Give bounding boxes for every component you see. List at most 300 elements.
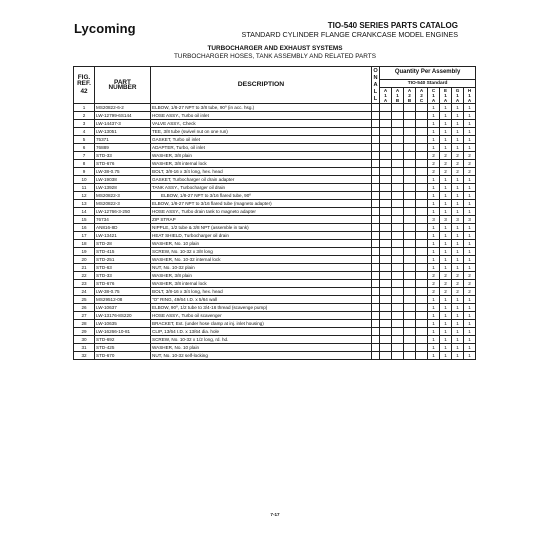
quantity-cell: 1 bbox=[464, 344, 476, 352]
description-cell: SCREW, No. 10-32 x 1/2 long, rd. hd. bbox=[151, 336, 372, 344]
option-cell bbox=[372, 232, 380, 240]
quantity-cell: 1 bbox=[464, 112, 476, 120]
quantity-cell bbox=[416, 240, 428, 248]
quantity-cell bbox=[404, 312, 416, 320]
quantity-cell bbox=[380, 232, 392, 240]
quantity-cell bbox=[404, 320, 416, 328]
description-cell: BOLT, 3/8-16 x 3/4 long, hex. head bbox=[151, 288, 372, 296]
quantity-cell bbox=[392, 200, 404, 208]
quantity-cell: 1 bbox=[452, 176, 464, 184]
table-row bbox=[74, 312, 476, 320]
quantity-cell bbox=[416, 152, 428, 160]
quantity-cell bbox=[392, 352, 404, 360]
description-cell: BOLT, 3/8-16 x 3/4 long, hex. head bbox=[151, 168, 372, 176]
model-letter: A bbox=[431, 98, 436, 103]
quantity-cell bbox=[416, 272, 428, 280]
quantity-cell: 1 bbox=[440, 320, 452, 328]
quantity-cell bbox=[380, 160, 392, 168]
quantity-cell bbox=[380, 256, 392, 264]
quantity-cell bbox=[380, 224, 392, 232]
model-letter: B bbox=[407, 98, 412, 103]
quantity-cell: 2 bbox=[428, 288, 440, 296]
quantity-cell: 1 bbox=[428, 184, 440, 192]
model-letter: E bbox=[443, 88, 448, 93]
quantity-cell bbox=[404, 104, 416, 112]
table-row bbox=[74, 328, 476, 336]
description-cell: WASHER, 3/8 internal lock bbox=[151, 160, 372, 168]
quantity-cell bbox=[380, 168, 392, 176]
quantity-cell bbox=[380, 296, 392, 304]
quantity-cell bbox=[404, 240, 416, 248]
quantity-cell: 1 bbox=[428, 328, 440, 336]
quantity-cell: 1 bbox=[440, 144, 452, 152]
quantity-cell bbox=[404, 168, 416, 176]
part-number-cell: LW-13051 bbox=[95, 128, 151, 136]
quantity-cell: 2 bbox=[464, 280, 476, 288]
option-column-header bbox=[372, 67, 380, 104]
quantity-cell bbox=[404, 344, 416, 352]
quantity-cell bbox=[380, 208, 392, 216]
quantity-cell bbox=[416, 128, 428, 136]
table-row bbox=[74, 104, 476, 112]
table-row bbox=[74, 264, 476, 272]
quantity-cell bbox=[392, 216, 404, 224]
catalog-title: TIO-540 SERIES PARTS CATALOG bbox=[327, 21, 458, 30]
model-letter: B bbox=[395, 98, 400, 103]
quantity-cell bbox=[392, 264, 404, 272]
option-cell bbox=[372, 256, 380, 264]
quantity-cell bbox=[380, 176, 392, 184]
quantity-cell bbox=[392, 304, 404, 312]
quantity-cell bbox=[416, 304, 428, 312]
quantity-cell: 1 bbox=[452, 120, 464, 128]
quantity-cell bbox=[380, 216, 392, 224]
quantity-cell bbox=[416, 208, 428, 216]
quantity-cell: 1 bbox=[440, 248, 452, 256]
model-column-header bbox=[464, 88, 476, 104]
table-row bbox=[74, 136, 476, 144]
model-letter: 1 bbox=[396, 93, 399, 98]
table-row bbox=[74, 240, 476, 248]
description-cell: WASHER, No. 10-32 internal lock bbox=[151, 256, 372, 264]
quantity-cell: 1 bbox=[464, 312, 476, 320]
table-row bbox=[74, 144, 476, 152]
fig-ref-cell: 24 bbox=[74, 288, 95, 296]
model-letter: 1 bbox=[444, 93, 447, 98]
fig-ref-cell: 29 bbox=[74, 328, 95, 336]
quantity-cell: 1 bbox=[464, 336, 476, 344]
part-number-cell: MS20822-3 bbox=[95, 200, 151, 208]
table-row bbox=[74, 256, 476, 264]
quantity-cell: 1 bbox=[428, 224, 440, 232]
part-number-cell: 76734 bbox=[95, 216, 151, 224]
page-number: 7-17 bbox=[270, 512, 280, 517]
quantity-cell: 1 bbox=[452, 112, 464, 120]
quantity-cell: 1 bbox=[464, 240, 476, 248]
table-row bbox=[74, 336, 476, 344]
quantity-cell bbox=[392, 256, 404, 264]
quantity-cell: 1 bbox=[440, 184, 452, 192]
model-column-header bbox=[392, 88, 404, 104]
quantity-cell: 1 bbox=[452, 328, 464, 336]
part-number-cell: LW-14437-3 bbox=[95, 120, 151, 128]
fig-ref-cell: 3 bbox=[74, 120, 95, 128]
quantity-cell: 1 bbox=[440, 328, 452, 336]
quantity-cell bbox=[404, 136, 416, 144]
quantity-cell: 1 bbox=[464, 208, 476, 216]
quantity-cell: 1 bbox=[440, 232, 452, 240]
brand-logo-text: Lycoming bbox=[74, 21, 136, 36]
quantity-cell bbox=[416, 192, 428, 200]
section-heading bbox=[0, 45, 550, 61]
quantity-cell bbox=[404, 296, 416, 304]
quantity-cell: 1 bbox=[440, 208, 452, 216]
quantity-cell: 1 bbox=[464, 296, 476, 304]
option-cell bbox=[372, 160, 380, 168]
description-cell: BRACKET, Ext. (under hose clamp at inj. inlet housing) bbox=[151, 320, 372, 328]
part-number-cell: STD-670 bbox=[95, 352, 151, 360]
part-number-cell: MS20822-6-2 bbox=[95, 104, 151, 112]
model-letter: C bbox=[431, 88, 436, 93]
quantity-cell bbox=[404, 352, 416, 360]
table-row bbox=[74, 304, 476, 312]
quantity-cell: 1 bbox=[440, 256, 452, 264]
section-title: TURBOCHARGER AND EXHAUST SYSTEMS bbox=[207, 45, 343, 52]
quantity-cell bbox=[392, 128, 404, 136]
table-row bbox=[74, 208, 476, 216]
table-row bbox=[74, 352, 476, 360]
option-cell bbox=[372, 192, 380, 200]
quantity-cell: 1 bbox=[428, 304, 440, 312]
quantity-cell: 1 bbox=[452, 352, 464, 360]
quantity-cell: 1 bbox=[464, 128, 476, 136]
quantity-cell bbox=[416, 256, 428, 264]
option-cell bbox=[372, 200, 380, 208]
fig-ref-cell: 27 bbox=[74, 312, 95, 320]
quantity-cell bbox=[416, 320, 428, 328]
part-number-cell: LW-13421 bbox=[95, 232, 151, 240]
fig-ref-cell: 9 bbox=[74, 168, 95, 176]
quantity-header: Quantity Per Assembly bbox=[380, 67, 476, 80]
quantity-cell bbox=[416, 144, 428, 152]
quantity-cell bbox=[416, 112, 428, 120]
option-cell bbox=[372, 296, 380, 304]
quantity-cell bbox=[416, 224, 428, 232]
fig-ref-cell: 5 bbox=[74, 136, 95, 144]
quantity-cell bbox=[380, 352, 392, 360]
quantity-cell bbox=[416, 328, 428, 336]
fig-number: 42 bbox=[80, 88, 88, 96]
quantity-cell bbox=[404, 120, 416, 128]
description-cell: WASHER, 3/8 plain bbox=[151, 272, 372, 280]
quantity-cell bbox=[380, 280, 392, 288]
fig-ref-cell: 1 bbox=[74, 104, 95, 112]
part-number-cell: 75371 bbox=[95, 136, 151, 144]
part-number-cell: STD-425 bbox=[95, 344, 151, 352]
quantity-cell bbox=[392, 328, 404, 336]
quantity-cell: 1 bbox=[428, 104, 440, 112]
description-cell: HOSE ASSY., Turbo oil scavenger bbox=[151, 312, 372, 320]
quantity-cell bbox=[404, 176, 416, 184]
opt-letter: O bbox=[373, 67, 378, 74]
quantity-cell: 1 bbox=[428, 296, 440, 304]
quantity-cell: 1 bbox=[440, 264, 452, 272]
quantity-cell: 1 bbox=[464, 256, 476, 264]
quantity-cell bbox=[392, 344, 404, 352]
quantity-cell bbox=[392, 152, 404, 160]
quantity-cell bbox=[392, 104, 404, 112]
fig-ref-cell: 15 bbox=[74, 216, 95, 224]
quantity-cell bbox=[416, 336, 428, 344]
model-letter: H bbox=[467, 88, 472, 93]
quantity-cell bbox=[380, 200, 392, 208]
quantity-cell: 1 bbox=[464, 144, 476, 152]
quantity-cell: 1 bbox=[464, 192, 476, 200]
option-cell bbox=[372, 312, 380, 320]
fig-ref-cell: 22 bbox=[74, 272, 95, 280]
quantity-cell bbox=[380, 104, 392, 112]
quantity-cell: 2 bbox=[440, 152, 452, 160]
description-cell: WASHER, No. 10 plain bbox=[151, 240, 372, 248]
option-cell bbox=[372, 120, 380, 128]
table-row bbox=[74, 112, 476, 120]
quantity-cell: 1 bbox=[428, 200, 440, 208]
quantity-cell: 1 bbox=[428, 232, 440, 240]
quantity-cell bbox=[380, 184, 392, 192]
model-letter: A bbox=[467, 98, 472, 103]
quantity-cell: 2 bbox=[464, 160, 476, 168]
quantity-cell: 1 bbox=[440, 240, 452, 248]
description-cell: HOSE ASSY., Turbo oil inlet bbox=[151, 112, 372, 120]
quantity-cell bbox=[416, 280, 428, 288]
table-row bbox=[74, 248, 476, 256]
fig-ref-cell: 21 bbox=[74, 264, 95, 272]
quantity-cell: 1 bbox=[440, 192, 452, 200]
quantity-cell bbox=[380, 240, 392, 248]
quantity-cell bbox=[404, 272, 416, 280]
part-number-cell: AN816-8D bbox=[95, 224, 151, 232]
quantity-cell: 1 bbox=[428, 120, 440, 128]
catalog-subtitle: STANDARD CYLINDER FLANGE CRANKCASE MODEL ENGINES bbox=[241, 30, 458, 39]
quantity-cell: 1 bbox=[464, 328, 476, 336]
quantity-cell: 1 bbox=[452, 136, 464, 144]
quantity-cell bbox=[380, 152, 392, 160]
quantity-cell: 2 bbox=[452, 160, 464, 168]
fig-ref-cell: 30 bbox=[74, 336, 95, 344]
part-number-cell: STD-415 bbox=[95, 248, 151, 256]
quantity-cell bbox=[392, 232, 404, 240]
quantity-cell bbox=[416, 344, 428, 352]
quantity-cell: 2 bbox=[452, 152, 464, 160]
fig-ref-cell: 16 bbox=[74, 224, 95, 232]
option-cell bbox=[372, 184, 380, 192]
model-letter: 2 bbox=[420, 93, 423, 98]
fig-ref-cell: 10 bbox=[74, 176, 95, 184]
quantity-cell bbox=[416, 184, 428, 192]
option-cell bbox=[372, 240, 380, 248]
model-letter: 1 bbox=[384, 93, 387, 98]
quantity-cell: 2 bbox=[452, 288, 464, 296]
quantity-cell bbox=[404, 288, 416, 296]
quantity-cell bbox=[380, 248, 392, 256]
quantity-cell bbox=[392, 296, 404, 304]
model-column-header bbox=[380, 88, 392, 104]
table-row bbox=[74, 120, 476, 128]
description-cell: NUT, No. 10-32 self-locking bbox=[151, 352, 372, 360]
quantity-cell: 1 bbox=[452, 296, 464, 304]
description-cell: WASHER, No. 10 plain bbox=[151, 344, 372, 352]
fig-ref-cell: 23 bbox=[74, 280, 95, 288]
quantity-cell bbox=[392, 192, 404, 200]
quantity-cell bbox=[404, 208, 416, 216]
fig-ref-cell: 7 bbox=[74, 152, 95, 160]
model-letter: C bbox=[419, 98, 424, 103]
description-cell: ELBOW, 1/8-27 NPT to 3/8 tube, 90º (in acc. hsg.) bbox=[151, 104, 372, 112]
model-letter: 1 bbox=[432, 93, 435, 98]
quantity-cell: 1 bbox=[440, 312, 452, 320]
quantity-cell: 1 bbox=[440, 120, 452, 128]
quantity-cell: 1 bbox=[464, 184, 476, 192]
quantity-cell: 1 bbox=[464, 352, 476, 360]
option-cell bbox=[372, 248, 380, 256]
quantity-cell: 1 bbox=[440, 136, 452, 144]
quantity-cell: 1 bbox=[464, 232, 476, 240]
fig-ref-cell: 12 bbox=[74, 192, 95, 200]
fig-ref-header bbox=[74, 67, 95, 104]
fig-ref-cell: 28 bbox=[74, 320, 95, 328]
quantity-cell: 2 bbox=[440, 160, 452, 168]
quantity-cell bbox=[392, 288, 404, 296]
option-cell bbox=[372, 208, 380, 216]
option-cell bbox=[372, 352, 380, 360]
description-header: DESCRIPTION bbox=[151, 67, 372, 104]
quantity-cell: 1 bbox=[464, 320, 476, 328]
part-number-cell: LW-10635 bbox=[95, 320, 151, 328]
quantity-cell bbox=[392, 272, 404, 280]
number-label: NUMBER bbox=[108, 84, 137, 91]
table-row bbox=[74, 152, 476, 160]
model-letter: A bbox=[407, 88, 412, 93]
quantity-cell: 3 bbox=[428, 216, 440, 224]
quantity-cell: 1 bbox=[452, 208, 464, 216]
quantity-cell bbox=[416, 136, 428, 144]
quantity-cell: 2 bbox=[440, 288, 452, 296]
part-number-cell: 76889 bbox=[95, 144, 151, 152]
quantity-cell: 1 bbox=[440, 128, 452, 136]
quantity-cell bbox=[392, 176, 404, 184]
option-cell bbox=[372, 144, 380, 152]
quantity-cell: 1 bbox=[428, 344, 440, 352]
description-cell: ELBOW, 1/8-27 NPT to 3/16 flared tube, 90º bbox=[151, 192, 372, 200]
quantity-cell bbox=[380, 120, 392, 128]
parts-table bbox=[73, 66, 476, 360]
fig-ref-cell: 8 bbox=[74, 160, 95, 168]
quantity-cell bbox=[392, 320, 404, 328]
quantity-cell: 1 bbox=[452, 264, 464, 272]
quantity-cell bbox=[416, 176, 428, 184]
quantity-cell bbox=[404, 232, 416, 240]
quantity-cell bbox=[380, 304, 392, 312]
ref-label: REF. bbox=[77, 79, 91, 87]
model-letter: A bbox=[395, 88, 400, 93]
quantity-cell bbox=[404, 128, 416, 136]
part-number-cell: STD-33 bbox=[95, 152, 151, 160]
quantity-cell: 1 bbox=[452, 240, 464, 248]
quantity-cell: 1 bbox=[452, 312, 464, 320]
quantity-cell: 1 bbox=[452, 336, 464, 344]
fig-ref-cell: 26 bbox=[74, 304, 95, 312]
opt-letter: L bbox=[373, 95, 378, 102]
quantity-cell bbox=[392, 224, 404, 232]
quantity-cell: 1 bbox=[464, 264, 476, 272]
quantity-cell: 1 bbox=[452, 104, 464, 112]
quantity-cell bbox=[404, 152, 416, 160]
part-number-cell: STD-251 bbox=[95, 256, 151, 264]
quantity-cell bbox=[392, 240, 404, 248]
quantity-cell: 1 bbox=[428, 256, 440, 264]
description-cell: ELBOW, 1/8-27 NPT to 3/16 flared tube (magneto adapter) bbox=[151, 200, 372, 208]
quantity-cell: 2 bbox=[428, 160, 440, 168]
quantity-cell: 1 bbox=[452, 232, 464, 240]
description-cell: CLIP, 13/64 I.D. x 13/64 dia. hole bbox=[151, 328, 372, 336]
description-cell: TANK ASSY., Turbocharger oil drain bbox=[151, 184, 372, 192]
option-cell bbox=[372, 168, 380, 176]
quantity-cell: 1 bbox=[464, 136, 476, 144]
description-cell: NUT, No. 10-32 plain bbox=[151, 264, 372, 272]
part-number-cell: LW-16266-10-81 bbox=[95, 328, 151, 336]
opt-letter: A bbox=[373, 81, 378, 88]
part-number-cell: STD-676 bbox=[95, 160, 151, 168]
quantity-cell bbox=[380, 344, 392, 352]
quantity-cell: 3 bbox=[464, 216, 476, 224]
fig-ref-cell: 4 bbox=[74, 128, 95, 136]
quantity-cell: 1 bbox=[428, 208, 440, 216]
quantity-cell bbox=[380, 128, 392, 136]
quantity-cell: 1 bbox=[440, 344, 452, 352]
quantity-cell bbox=[404, 248, 416, 256]
part-number-cell: LW-38-0.75 bbox=[95, 288, 151, 296]
model-letter: A bbox=[383, 88, 388, 93]
quantity-cell: 1 bbox=[452, 128, 464, 136]
quantity-cell bbox=[404, 304, 416, 312]
quantity-cell bbox=[392, 112, 404, 120]
table-row bbox=[74, 160, 476, 168]
model-letter: A bbox=[419, 88, 424, 93]
table-row bbox=[74, 232, 476, 240]
quantity-cell: 1 bbox=[428, 144, 440, 152]
quantity-cell bbox=[380, 272, 392, 280]
quantity-cell bbox=[404, 256, 416, 264]
quantity-cell: 2 bbox=[428, 168, 440, 176]
quantity-cell: 1 bbox=[428, 112, 440, 120]
model-letter: A bbox=[455, 98, 460, 103]
part-number-cell: MS20822-3 bbox=[95, 192, 151, 200]
quantity-cell: 3 bbox=[452, 216, 464, 224]
part-number-cell: LW-38-0.75 bbox=[95, 168, 151, 176]
option-cell bbox=[372, 264, 380, 272]
quantity-cell: 2 bbox=[428, 152, 440, 160]
quantity-cell: 1 bbox=[452, 344, 464, 352]
quantity-cell: 1 bbox=[452, 320, 464, 328]
quantity-cell: 2 bbox=[452, 168, 464, 176]
quantity-cell bbox=[392, 280, 404, 288]
quantity-cell: 1 bbox=[428, 320, 440, 328]
quantity-cell: 2 bbox=[464, 288, 476, 296]
fig-ref-cell: 32 bbox=[74, 352, 95, 360]
quantity-cell: 1 bbox=[452, 224, 464, 232]
description-cell: WASHER, 3/8 plain bbox=[151, 152, 372, 160]
description-cell: SCREW, No. 10-32 x 3/8 long bbox=[151, 248, 372, 256]
